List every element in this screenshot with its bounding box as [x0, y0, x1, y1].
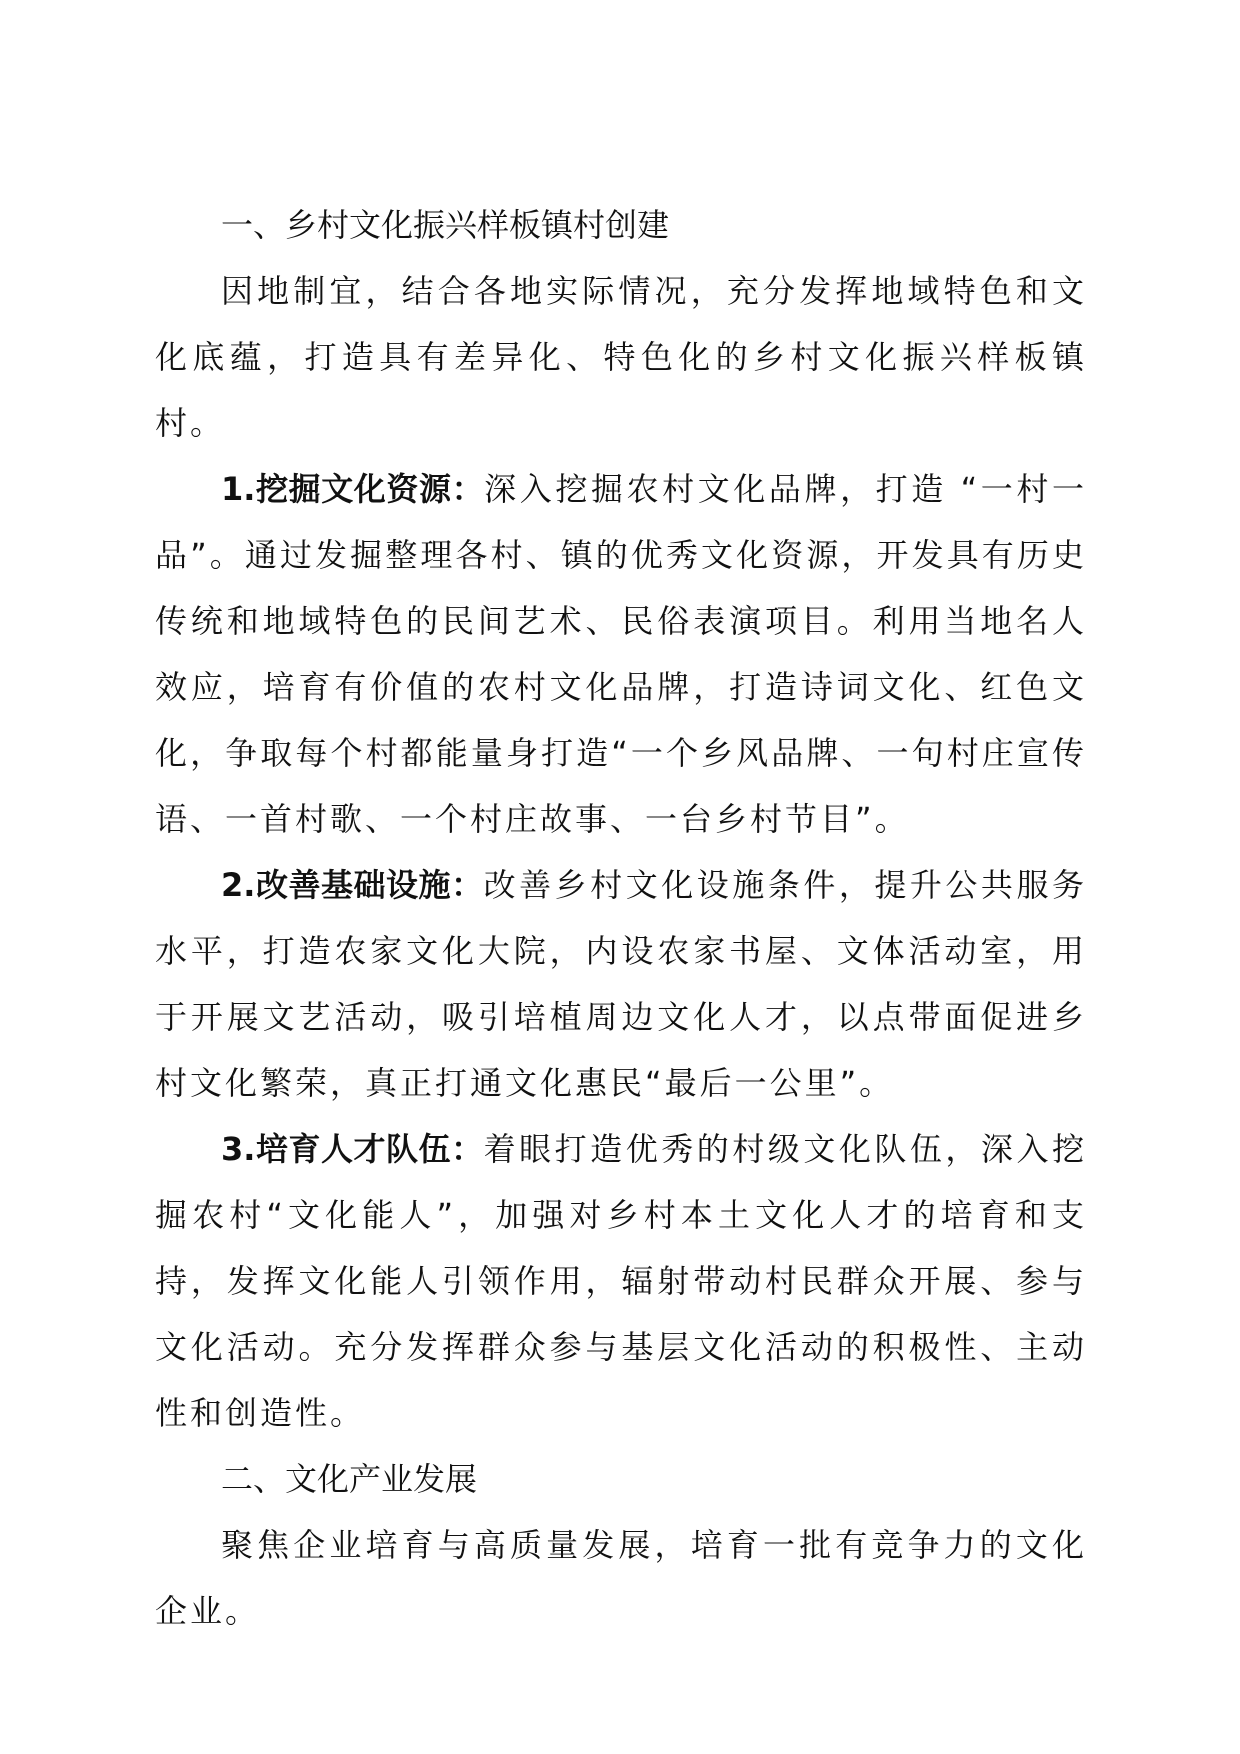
item-1-text: 深入挖掘农村文化品牌，打造 “一村一品”。通过发掘整理各村、镇的优秀文化资源，开发具有历史传统和地域特色的民间艺术、民俗表演项目。利用当地名人效应，培育有价值的农村文化品牌，打造诗词文化、红色文化，争取每个村都能量身打造“一个乡风品牌、一句村庄宣传语、一首村歌、一个村庄故事、一台乡村节目”。: [155, 470, 1087, 838]
section-1-item-3: [155, 1116, 1087, 1446]
section-2-heading: 二、文化产业发展: [221, 1460, 478, 1498]
item-1-lead: 1.挖掘文化资源：: [221, 470, 485, 508]
item-2-text: 改善乡村文化设施条件，提升公共服务水平，打造农家文化大院，内设农家书屋、文体活动室，用于开展文艺活动，吸引培植周边文化人才，以点带面促进乡村文化繁荣，真正打通文化惠民“最后一公里”。: [155, 866, 1087, 1102]
section-1-heading: 一、乡村文化振兴样板镇村创建: [221, 206, 670, 244]
section-1-item-2: [155, 852, 1087, 1116]
item-3-text: 着眼打造优秀的村级文化队伍，深入挖掘农村“文化能人”，加强对乡村本土文化人才的培育和支持，发挥文化能人引领作用，辐射带动村民群众开展、参与文化活动。充分发挥群众参与基层文化活动的积极性、主动性和创造性。: [155, 1130, 1087, 1432]
section-1-item-1: [155, 456, 1087, 852]
item-3-lead: 3.培育人才队伍：: [221, 1130, 484, 1168]
section-1-intro: 因地制宜，结合各地实际情况，充分发挥地域特色和文化底蕴，打造具有差异化、特色化的乡村文化振兴样板镇村。: [155, 272, 1087, 442]
document-page: [155, 192, 1087, 1644]
item-2-lead: 2.改善基础设施：: [221, 866, 484, 904]
section-2-intro: 聚焦企业培育与高质量发展，培育一批有竞争力的文化企业。: [155, 1526, 1087, 1630]
